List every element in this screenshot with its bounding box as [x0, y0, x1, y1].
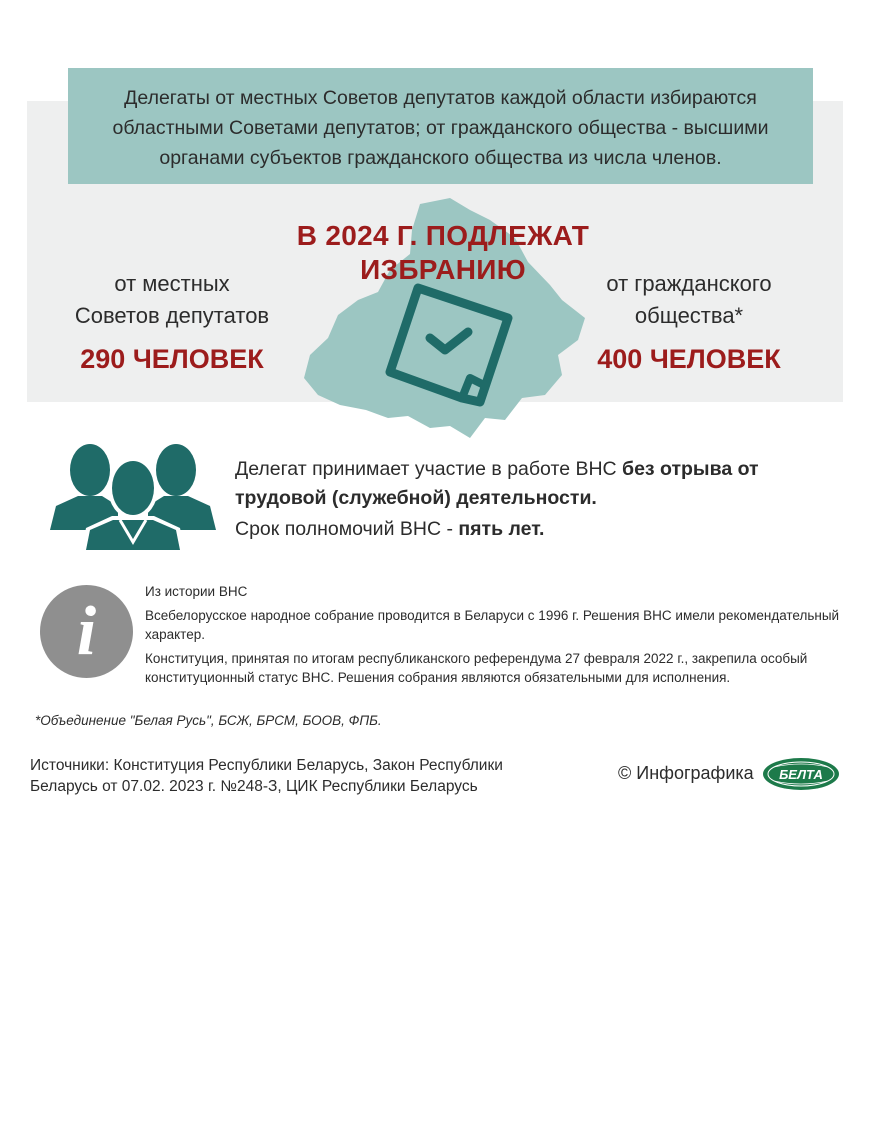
info-icon	[40, 585, 133, 678]
participation-bold: без отрыва от трудовой (служебной) деятельности.	[235, 458, 759, 509]
participation-text: Делегат принимает участие в работе ВНС	[235, 458, 623, 480]
headline-line-1: В 2024 Г. ПОДЛЕЖАТ	[296, 220, 590, 251]
sources-line-1: Источники: Конституция Республики Беларусь, Закон Республики	[30, 757, 503, 774]
local-councils-line-1: от местных	[114, 271, 230, 296]
civil-society-label	[578, 268, 800, 332]
headline-line-2: ИЗБРАНИЮ	[360, 254, 526, 285]
delegate-participation	[235, 455, 845, 513]
belta-logo	[762, 757, 840, 791]
local-councils-line-2: Советов депутатов	[74, 303, 270, 328]
delegate-term	[235, 515, 845, 544]
history-paragraph-1: Всебелорусское народное собрание проводится в Беларуси с 1996 г. Решения ВНС имели рекомендательный характер.	[145, 608, 840, 642]
sources-line-2: Беларусь от 07.02. 2023 г. №248-З, ЦИК Республики Беларусь	[30, 778, 478, 795]
local-councils-count: 290 ЧЕЛОВЕК	[80, 344, 264, 374]
civil-society-line-1: от гражданского	[606, 271, 772, 296]
history-title: Из истории ВНС	[145, 584, 248, 599]
delegate-text	[235, 455, 845, 544]
civil-society-line-2: общества*	[634, 303, 744, 328]
info-icon-glyph: i	[76, 592, 97, 670]
infographic-credit: © Инфографика	[618, 763, 754, 783]
people-group-icon	[48, 440, 218, 552]
term-bold: пять лет.	[458, 518, 545, 540]
local-councils-label	[50, 268, 294, 332]
headline	[270, 219, 616, 287]
term-text: Срок полномочий ВНС -	[235, 518, 459, 540]
civil-society-count: 400 ЧЕЛОВЕК	[597, 344, 781, 374]
intro-text: Делегаты от местных Советов депутатов каждой области избираются областными Советами депутатов; от гражданского общества - высшими органами субъектов гражданского общества из числа членов.	[112, 87, 769, 169]
footnote: *Объединение "Белая Русь", БСЖ, БРСМ, БООВ, ФПБ.	[35, 713, 382, 728]
sources	[30, 755, 550, 797]
history-paragraph-2: Конституция, принятая по итогам республиканского референдума 27 февраля 2022 г., закрепила особый конституционный статус ВНС. Решения собрания являются обязательными для исполнения.	[145, 651, 808, 685]
belta-logo-text: БЕЛТА	[779, 767, 823, 782]
history-block	[145, 582, 850, 692]
intro-box	[68, 68, 813, 184]
